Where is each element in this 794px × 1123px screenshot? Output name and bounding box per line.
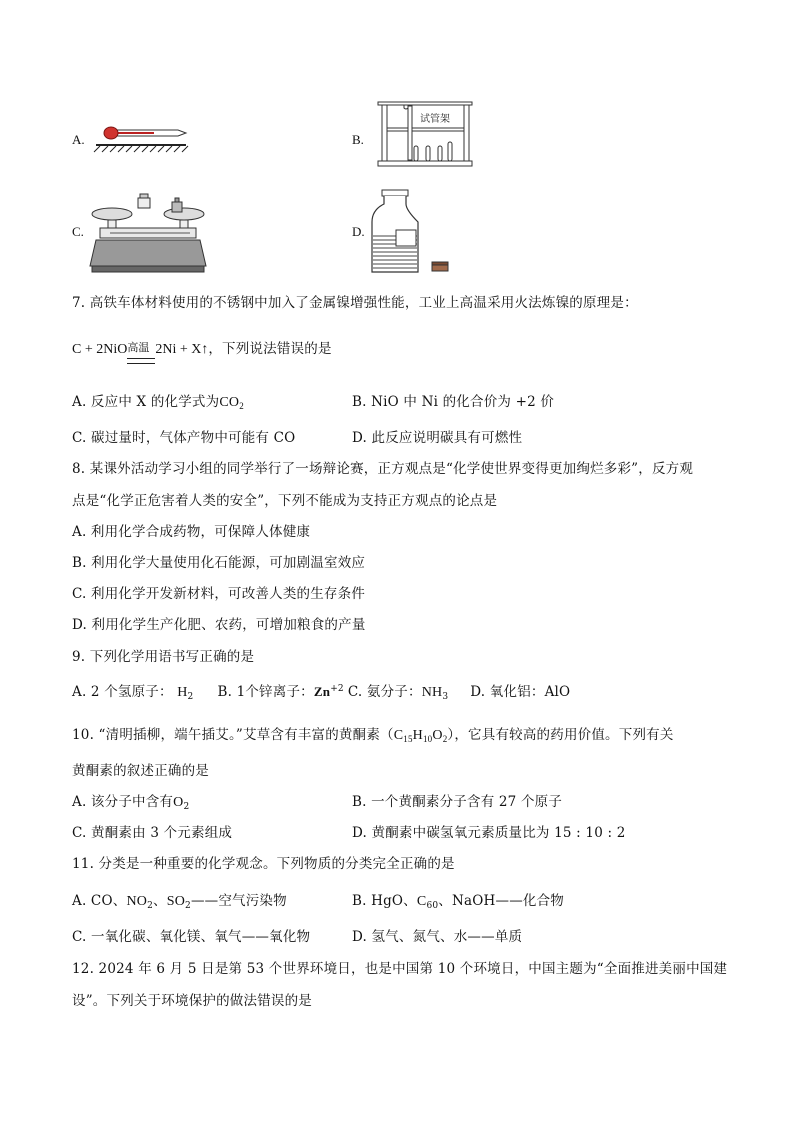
reagent-bottle-with-stopper-icon xyxy=(368,188,468,278)
q11-option-b xyxy=(352,889,564,911)
q6-option-b-label: B. xyxy=(352,132,364,147)
q6-option-c-label: C. xyxy=(72,224,84,239)
q11-stem: 11. 分类是一种重要的化学观念。下列物质的分类完全正确的是 xyxy=(72,856,455,872)
q6-option-d-label: D. xyxy=(352,224,365,239)
q9-b-text: B. 1个锌离子： xyxy=(217,684,314,700)
q9-c-formula: NH xyxy=(421,685,443,700)
q10-stem-line2: 黄酮素的叙述正确的是 xyxy=(72,763,209,779)
q7-eq-left: C + 2NiO xyxy=(72,342,128,357)
q9-a-text: A. 2 个氢原子： xyxy=(72,684,173,700)
thermometer-on-table-icon xyxy=(94,122,194,152)
q10-formula-c: C xyxy=(393,728,404,743)
q9-a-formula: H xyxy=(177,685,188,700)
q11-b-part1: B. HgO、 xyxy=(352,893,417,909)
q10-stem-line1 xyxy=(72,723,674,744)
q10-stem-before: 10. “清明插柳，端午插艾。”艾草含有丰富的黄酮素（ xyxy=(72,727,394,743)
q10-option-a xyxy=(72,790,189,812)
q10-a-formula: O xyxy=(173,795,184,810)
q9-a-sub: 2 xyxy=(187,692,194,702)
q10-formula-c-sub: 15 xyxy=(403,734,413,744)
q11-b-c: C xyxy=(416,894,427,909)
q10-option-c: C. 黄酮素由 3 个元素组成 xyxy=(72,825,233,841)
test-tube-rack-icon xyxy=(376,100,476,170)
q10-option-b: B. 一个黄酮素分子含有 27 个原子 xyxy=(352,794,563,810)
q10-formula-h-sub: 10 xyxy=(422,734,433,744)
q9-option-a xyxy=(72,684,193,700)
q11-a-so-sub: 2 xyxy=(185,901,191,911)
q9-option-b xyxy=(217,684,343,700)
q9-b-formula: Zn xyxy=(313,684,331,699)
q7-eq-condition: 高温 xyxy=(127,341,150,354)
q6-option-a-label: A. xyxy=(72,132,85,147)
balance-scale-icon xyxy=(90,190,210,275)
q7-eq-right: 2Ni + X xyxy=(155,342,202,357)
q10-stem-after: ），它具有较高的药用价值。下列有关 xyxy=(447,727,674,743)
q11-a-so: SO xyxy=(166,894,185,909)
q10-formula-o: O xyxy=(432,728,443,743)
q8-option-c: C. 利用化学开发新材料，可改善人类的生存条件 xyxy=(72,586,366,602)
q7-equation xyxy=(72,337,332,358)
q7-eq-tail: ，下列说法错误的是 xyxy=(208,341,332,356)
q10-formula xyxy=(394,728,448,743)
q11-a-part1: A. CO、 xyxy=(72,893,127,909)
q7-a-formula-main: CO xyxy=(219,395,240,410)
q8-option-a: A. 利用化学合成药物，可保障人体健康 xyxy=(72,524,311,540)
q9-option-d: D. 氧化铝：AlO xyxy=(470,684,571,700)
q7-a-formula-sub: 2 xyxy=(239,401,244,411)
q8-stem-line1: 8. 某课外活动学习小组的同学举行了一场辩论赛，正方观点是“化学使世界变得更加绚烂多彩”，反方观 xyxy=(72,461,694,477)
q11-option-a xyxy=(72,889,287,911)
q10-formula-o-sub: 2 xyxy=(442,734,448,744)
q7-option-a-formula xyxy=(219,395,244,410)
q10-formula-h: H xyxy=(412,728,423,743)
q11-b-part2: 、NaOH——化合物 xyxy=(438,893,564,909)
q11-a-part3: ——空气污染物 xyxy=(190,893,287,909)
q7-option-c: C. 碳过量时，气体产物中可能有 CO xyxy=(72,430,296,446)
gas-arrow-icon: ↑ xyxy=(201,342,209,357)
q9-c-text: C. 氨分子： xyxy=(347,684,422,700)
q8-stem-line2: 点是“化学正危害着人类的安全”，下列不能成为支持正方观点的论点是 xyxy=(72,493,498,509)
q11-a-part2: 、 xyxy=(153,893,167,909)
q11-b-c-sub: 60 xyxy=(426,901,439,911)
test-tube-rack-label: 试管架 xyxy=(420,114,450,125)
q8-option-d: D. 利用化学生产化肥、农药，可增加粮食的产量 xyxy=(72,617,366,633)
q9-options xyxy=(72,680,570,702)
q9-c-sub: 3 xyxy=(442,692,449,702)
q10-option-d: D. 黄酮素中碳氢氧元素质量比为 15 : 10 : 2 xyxy=(352,825,626,841)
q8-option-b: B. 利用化学大量使用化石能源，可加剧温室效应 xyxy=(72,555,366,571)
q11-a-no: NO xyxy=(126,894,148,909)
q7-option-b: B. NiO 中 Ni 的化合价为 +2 价 xyxy=(352,394,555,410)
q9-b-sup: +2 xyxy=(330,684,344,694)
q7-option-a xyxy=(72,390,244,411)
q10-a-text: A. 该分子中含有 xyxy=(72,794,174,810)
q11-option-d: D. 氢气、氮气、水——单质 xyxy=(352,929,523,945)
q11-a-no-sub: 2 xyxy=(147,901,153,911)
q7-option-a-text: A. 反应中 X 的化学式为 xyxy=(72,394,220,410)
q9-stem: 9. 下列化学用语书写正确的是 xyxy=(72,649,255,665)
q11-option-c: C. 一氧化碳、氧化镁、氧气——氧化物 xyxy=(72,929,311,945)
q9-option-c xyxy=(348,684,448,700)
q7-option-d: D. 此反应说明碳具有可燃性 xyxy=(352,430,523,446)
equals-sign xyxy=(127,358,155,364)
q12-stem-line1: 12. 2024 年 6 月 5 日是第 53 个世界环境日，也是中国第 10 个环境日，中国主题为“全面推进美丽中国建 xyxy=(72,961,728,977)
q12-stem-line2: 设”。下列关于环境保护的做法错误的是 xyxy=(72,993,313,1009)
q7-stem: 7. 高铁车体材料使用的不锈钢中加入了金属镍增强性能，工业上高温采用火法炼镍的原理是： xyxy=(72,295,638,311)
q10-a-sub: 2 xyxy=(183,802,190,812)
